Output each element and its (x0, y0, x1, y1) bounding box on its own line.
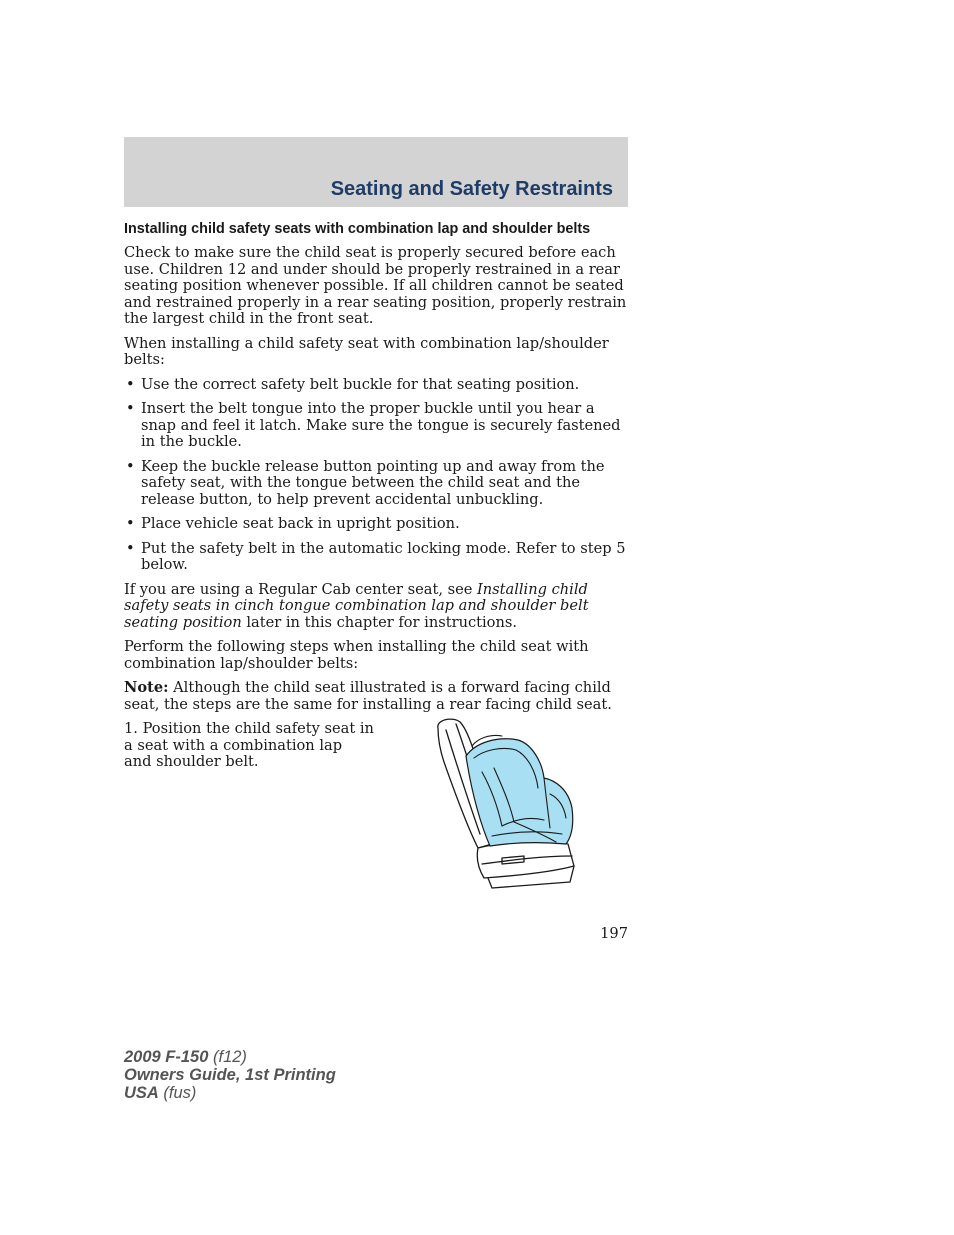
bullet-icon: • (126, 375, 135, 393)
bullet-icon: • (126, 515, 135, 532)
list-item-text: Use the correct safety belt buckle for that seating position. (141, 375, 580, 393)
bullet-icon: • (126, 539, 135, 557)
lead-in-paragraph: When installing a child safety seat with combination lap/shoulder belts: (124, 334, 609, 368)
note-paragraph: Note: Although the child seat illustrated is a forward facing child seat, the steps are the same for installing a rear facing child seat. (124, 679, 612, 713)
steps-intro-paragraph: Perform the following steps when installing the child seat with combination lap/shoulder belts: (124, 638, 589, 672)
list-item (124, 377, 628, 394)
cross-reference-link[interactable]: Installing child safety seats in cinch tongue combination lap and shoulder belt seating position (124, 580, 589, 631)
note-label: Note: (124, 679, 169, 696)
list-item (124, 541, 628, 574)
regular-cab-paragraph: If you are using a Regular Cab center seat, see Installing child safety seats in cinch tongue combination lap and shoulder belt seating position later in this chapter for instructions. (124, 580, 589, 631)
section-heading: Installing child safety seats with combination lap and shoulder belts (124, 221, 591, 237)
list-item-text: Keep the buckle release button pointing up and away from the safety seat, with the tongue between the child seat and the release button, to help prevent accidental unbuckling. (141, 457, 605, 508)
page-number: 197 (600, 925, 628, 942)
list-item-text: Put the safety belt in the automatic locking mode. Refer to step 5 below. (141, 539, 626, 573)
list-item (124, 459, 628, 509)
footer-line-2: Owners Guide, 1st Printing (124, 1066, 336, 1084)
page-content (124, 221, 628, 911)
header-band (124, 137, 628, 207)
instruction-list (124, 377, 628, 574)
step-1 (124, 721, 628, 911)
bullet-icon: • (126, 400, 135, 417)
list-item (124, 401, 628, 451)
bullet-icon: • (126, 457, 135, 475)
footer-line-3: USA (fus) (124, 1084, 197, 1102)
child-seat-illustration (432, 716, 582, 891)
list-item-text: Place vehicle seat back in upright position. (141, 515, 460, 532)
step-1-text: 1. Position the child safety seat in a seat with a combination lap and shoulder belt. (124, 720, 374, 770)
footer (124, 1048, 336, 1102)
chapter-title: Seating and Safety Restraints (330, 178, 613, 200)
footer-line-1: 2009 F-150 (f12) (124, 1048, 247, 1066)
intro-paragraph: Check to make sure the child seat is properly secured before each use. Children 12 and under should be properly restrained in a rear seating position whenever possible. If all children cannot be seated and restrained properly in a rear seating position, properly restrain the largest child in the front seat. (124, 244, 627, 327)
list-item (124, 516, 628, 533)
list-item-text: Insert the belt tongue into the proper buckle until you hear a snap and feel it latch. Make sure the tongue is securely fastened in the buckle. (141, 400, 621, 450)
